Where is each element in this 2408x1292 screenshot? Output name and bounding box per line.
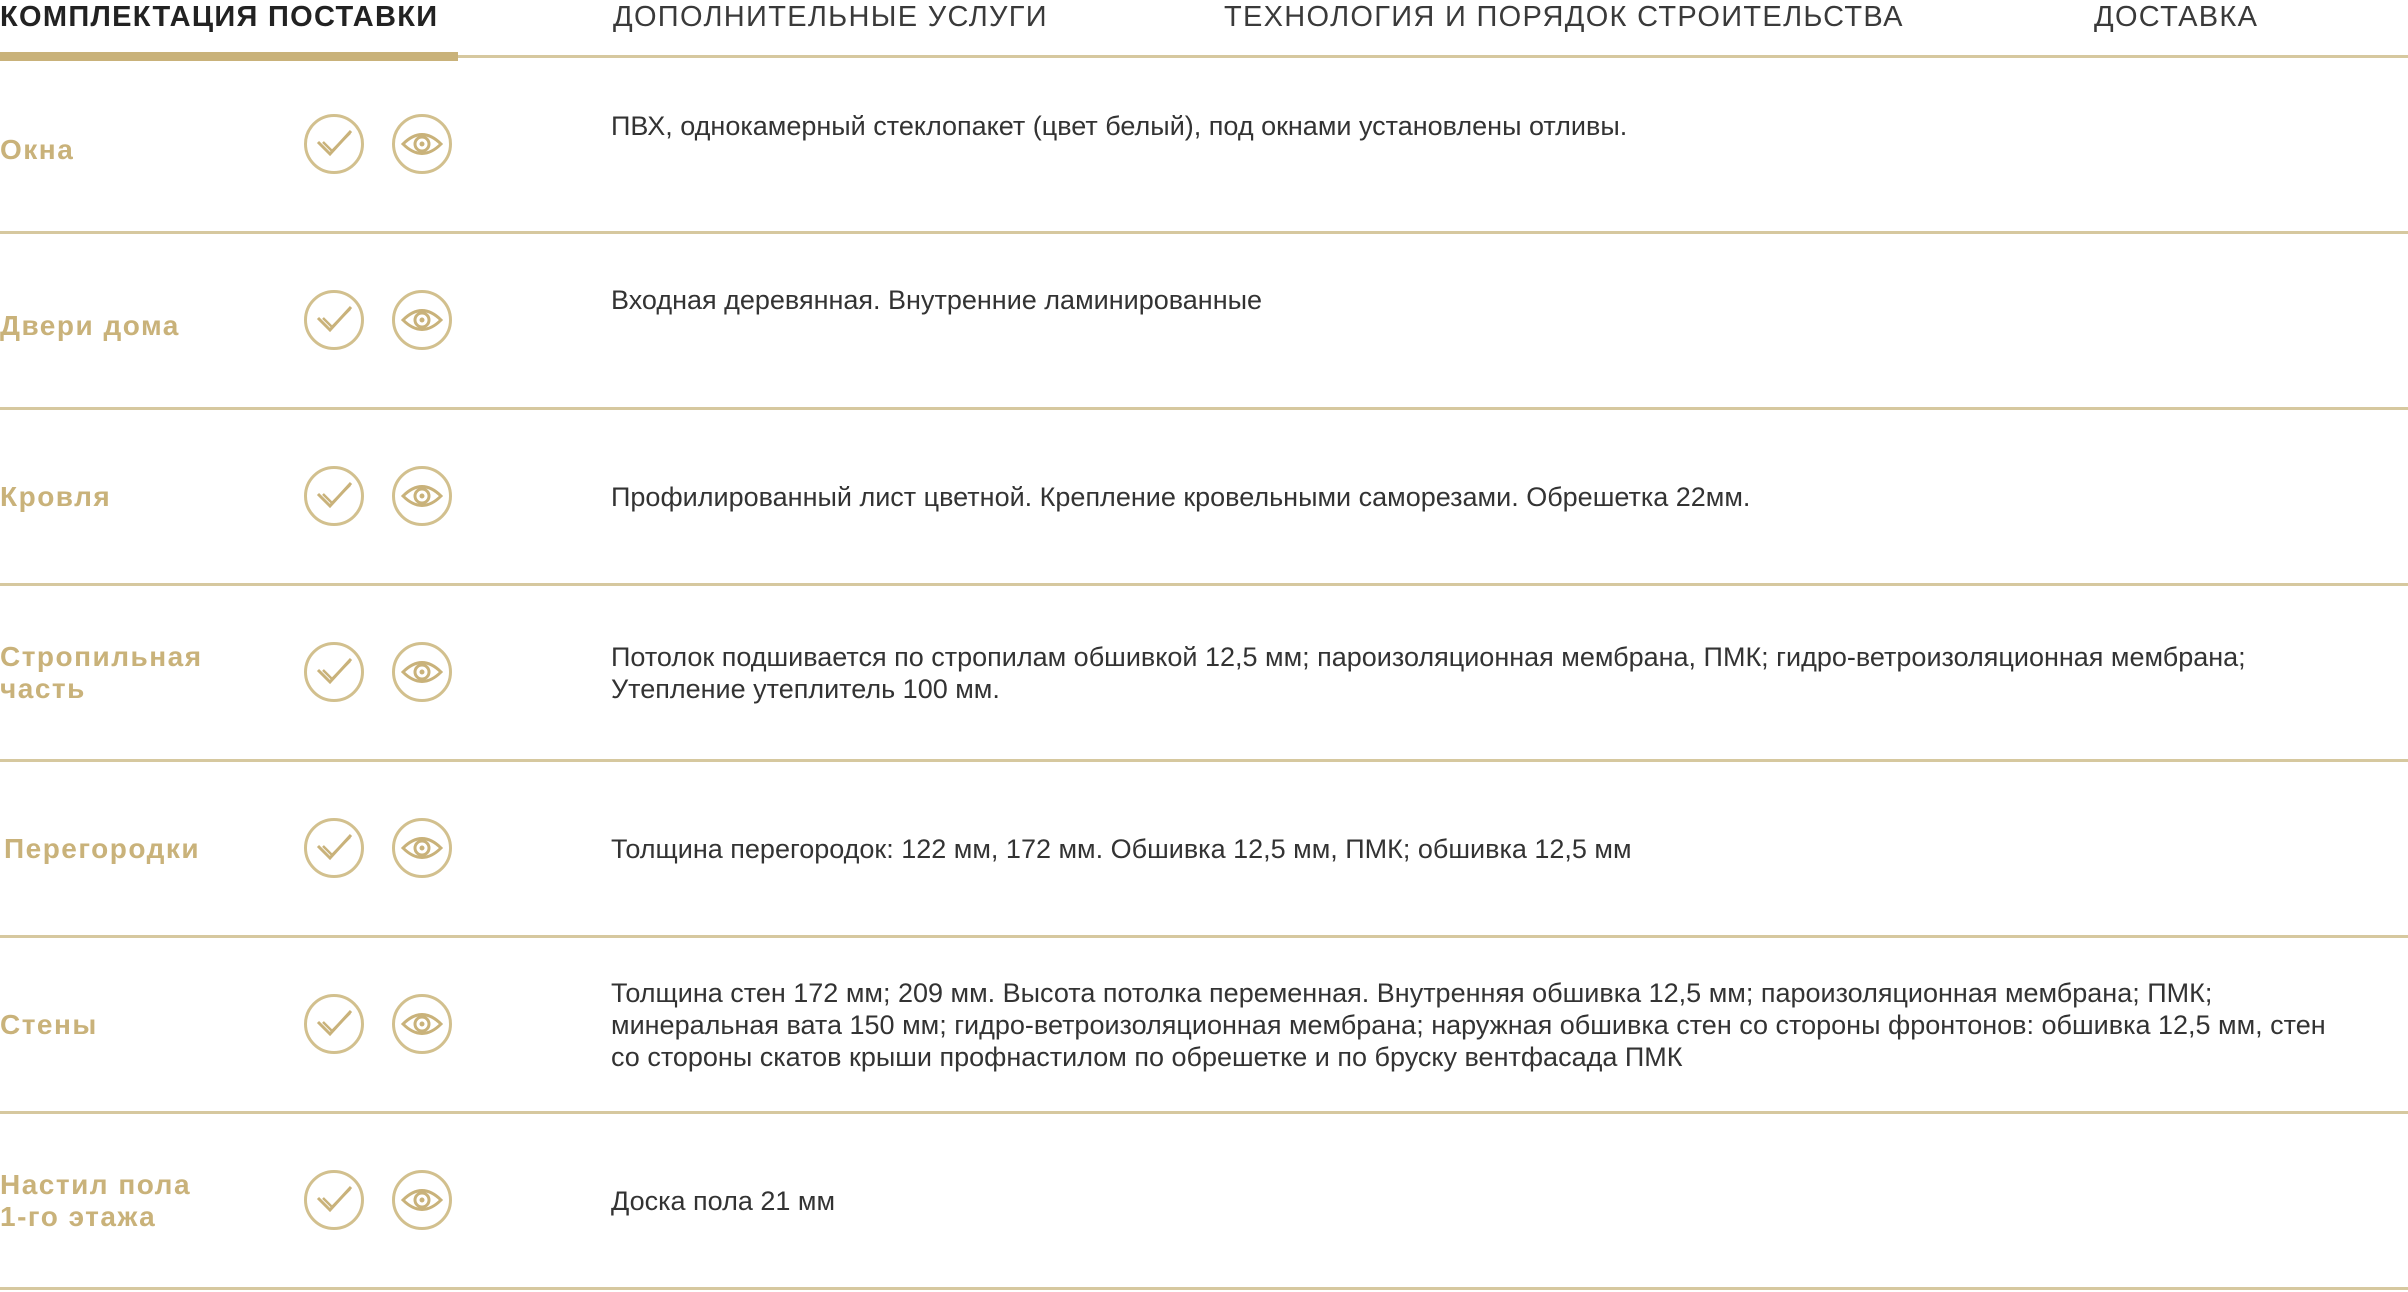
row-icons — [304, 818, 452, 880]
row-description: Профилированный лист цветной. Крепление кровельными саморезами. Обрешетка 22мм. — [611, 481, 1751, 512]
spec-row-doors — [0, 234, 2408, 410]
row-icons — [304, 1170, 452, 1232]
row-label: Настил пола 1-го этажа — [0, 1168, 192, 1232]
row-label: Стены — [0, 1008, 98, 1040]
spec-row-windows — [0, 58, 2408, 234]
spec-row-partitions — [0, 762, 2408, 938]
check-icon[interactable] — [304, 114, 364, 174]
check-icon[interactable] — [304, 994, 364, 1054]
spec-row-rafters — [0, 586, 2408, 762]
row-description: ПВХ, однокамерный стеклопакет (цвет белый), под окнами установлены отливы. — [611, 111, 1628, 141]
row-description: Толщина перегородок: 122 мм, 172 мм. Обшивка 12,5 мм, ПМК; обшивка 12,5 мм — [611, 833, 1632, 864]
row-icons — [304, 466, 452, 528]
row-description: Входная деревянная. Внутренние ламинированные — [611, 285, 1263, 315]
spec-row-walls — [0, 938, 2408, 1114]
row-description: Потолок подшивается по стропилам обшивкой 12,5 мм; пароизоляционная мембрана, ПМК; гидро-ветроизоляционная мембрана; Утепление утеплитель 100 мм. — [611, 641, 2246, 704]
check-icon[interactable] — [304, 466, 364, 526]
spec-row-roof — [0, 410, 2408, 586]
tab-additional-services[interactable]: ДОПОЛНИТЕЛЬНЫЕ УСЛУГИ — [613, 1, 1048, 33]
check-icon[interactable] — [304, 290, 364, 350]
row-label: Кровля — [0, 480, 112, 512]
row-icons — [304, 642, 452, 704]
row-label: Окна — [0, 134, 75, 165]
row-icons — [304, 290, 452, 352]
check-icon[interactable] — [304, 818, 364, 878]
eye-icon[interactable] — [392, 1170, 452, 1230]
check-icon[interactable] — [304, 1170, 364, 1230]
row-description: Толщина стен 172 мм; 209 мм. Высота потолка переменная. Внутренняя обшивка 12,5 мм; пароизоляционная мембрана; ПМК; минеральная вата 150 мм; гидро-ветроизоляционная мембрана; наружная обшивка стен со стороны фронтонов: обшивка 12,5 мм, стен со стороны скатов крыши профнастилом по обрешетке и по бруску вентфасада ПМК — [611, 977, 2326, 1072]
row-icons — [304, 114, 452, 176]
row-label: Перегородки — [4, 832, 201, 864]
eye-icon[interactable] — [392, 466, 452, 526]
eye-icon[interactable] — [392, 818, 452, 878]
row-label: Двери дома — [0, 310, 180, 341]
tab-delivery-set[interactable]: КОМПЛЕКТАЦИЯ ПОСТАВКИ — [0, 0, 438, 62]
row-description: Доска пола 21 мм — [611, 1185, 836, 1216]
eye-icon[interactable] — [392, 994, 452, 1054]
row-label: Стропильная часть — [0, 640, 203, 704]
tab-technology[interactable]: ТЕХНОЛОГИЯ И ПОРЯДОК СТРОИТЕЛЬСТВА — [1224, 1, 1904, 33]
eye-icon[interactable] — [392, 114, 452, 174]
tab-bar — [0, 0, 2408, 62]
spec-row-floor — [0, 1114, 2408, 1290]
row-icons — [304, 994, 452, 1056]
eye-icon[interactable] — [392, 290, 452, 350]
eye-icon[interactable] — [392, 642, 452, 702]
check-icon[interactable] — [304, 642, 364, 702]
tab-delivery[interactable]: ДОСТАВКА — [2094, 1, 2259, 33]
spec-table — [0, 58, 2408, 1290]
